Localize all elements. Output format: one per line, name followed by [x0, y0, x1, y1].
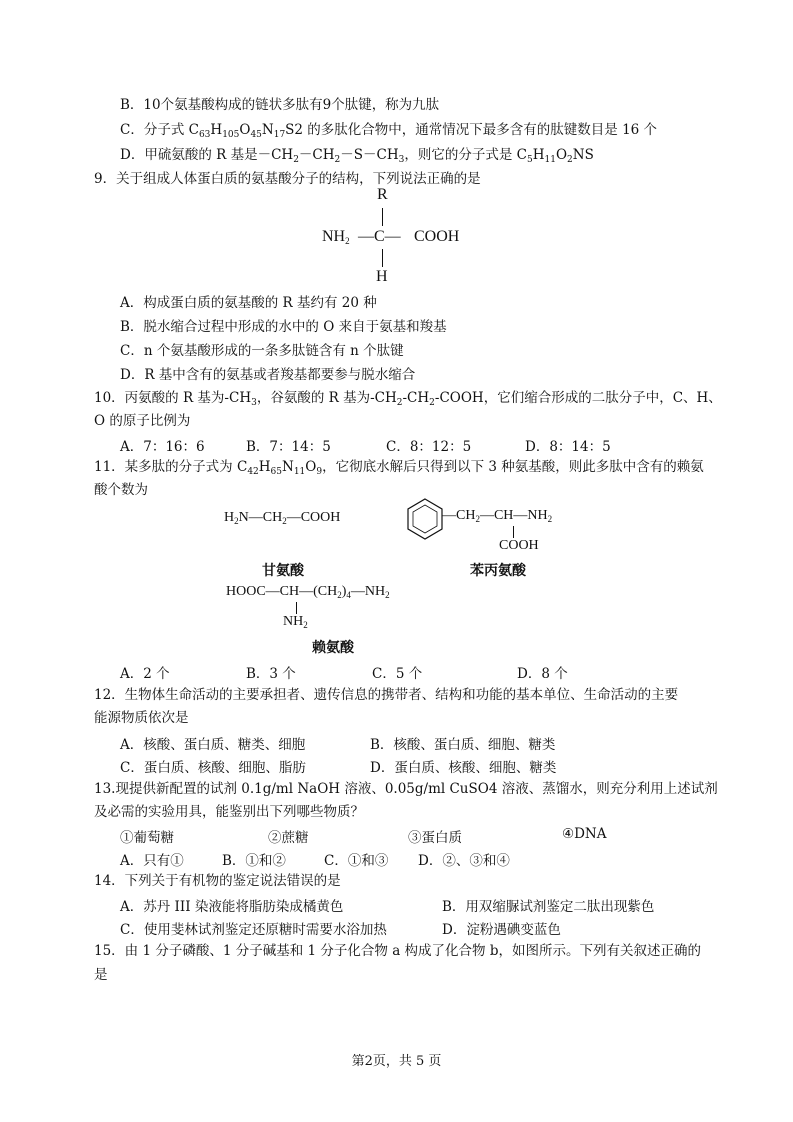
q14-option-a: A．苏丹 III 染液能将脂肪染成橘黄色 [120, 899, 344, 915]
phenylalanine-caption: 苯丙氨酸 [470, 563, 526, 579]
q13-stem-line1: 13.现提供新配置的试剂 0.1g/ml NaOH 溶液、0.05g/ml CuSO4 溶液、蒸馏水，则充分利用上述试剂 [94, 781, 718, 797]
lysine-formula: $HOOC—CH—(CH_2)_4—NH_2$ [226, 584, 390, 600]
amino-acid-structure-figure [318, 186, 478, 288]
q10-stem-line1: 10．丙氨酸的 R 基为$-CH_3$，谷氨酸的 R 基为$-CH_2-CH_2$-COOH，它们缩合形成的二肽分子中，C、H、 [94, 390, 722, 408]
q12-option-b: B．核酸、蛋白质、细胞、糖类 [370, 737, 556, 753]
bond-line [382, 208, 383, 226]
q11-stem-line1: 11．某多肽的分子式为 $C_{42}H_{65}N_{11}O_9$，它彻底水解后只得到以下 3 种氨基酸，则此多肽中含有的赖氨 [94, 459, 704, 477]
page-footer: 第2页，共 5 页 [351, 1054, 442, 1069]
q11-option-d: D．8 个 [517, 666, 568, 682]
q12-option-c: C．蛋白质、核酸、细胞、脂肪 [120, 760, 306, 776]
q11-stem-line2: 酸个数为 [94, 482, 148, 498]
q9-option-b: B．脱水缩合过程中形成的水中的 O 来自于氨基和羧基 [120, 319, 447, 335]
q9-option-d: D．R 基中含有的氨基或者羧基都要参与脱水缩合 [120, 367, 416, 383]
bond-line [382, 249, 383, 267]
q13-option-a: A．只有① [120, 853, 184, 869]
q12-option-a: A．核酸、蛋白质、糖类、细胞 [120, 737, 306, 753]
q9-option-a: A．构成蛋白质的氨基酸的 R 基约有 20 种 [120, 295, 377, 311]
r-group-label: R [377, 186, 388, 203]
q13-item-4: ④DNA [562, 826, 607, 842]
q14-option-c: C．使用斐林试剂鉴定还原糖时需要水浴加热 [120, 922, 387, 938]
q10-option-c: C．8：12：5 [386, 439, 472, 455]
q13-option-c: C．①和③ [324, 853, 389, 869]
q13-option-b: B．①和② [222, 853, 286, 869]
q14-option-b: B．用双缩脲试剂鉴定二肽出现紫色 [442, 899, 655, 915]
lysine-nh2: $NH_2$ [283, 614, 308, 630]
lysine-caption: 赖氨酸 [312, 640, 354, 656]
q15-stem-line2: 是 [94, 967, 108, 983]
benzene-ring-icon [405, 497, 445, 541]
q13-option-d: D．②、③和④ [418, 853, 510, 869]
phenylalanine-chain: $—CH_2—CH—NH_2$ [442, 508, 553, 524]
q12-stem-line2: 能源物质依次是 [94, 710, 189, 726]
q12-stem-line1: 12．生物体生命活动的主要承担者、遗传信息的携带者、结构和功能的基本单位、生命活动的主要 [94, 687, 679, 703]
q14-option-d: D．淀粉遇碘变蓝色 [442, 922, 561, 938]
q11-option-a: A．2 个 [120, 666, 170, 682]
bond-line [513, 526, 514, 538]
q13-item-1: ①葡萄糖 [120, 830, 174, 846]
q8-option-d: D．甲硫氨酸的 R 基是$-CH_2-CH_2-S-CH_3$，则它的分子式是 $C_5H_{11}O_2NS$ [120, 147, 594, 165]
q13-item-2: ②蔗糖 [268, 830, 309, 846]
glycine-formula: $H_2N—CH_2—COOH$ [224, 510, 341, 526]
q8-option-b: B．10个氨基酸构成的链状多肽有9个肽键，称为九肽 [120, 97, 440, 113]
q13-stem-line2: 及必需的实验用具，能鉴别出下列哪些物质？ [94, 804, 364, 820]
glycine-caption: 甘氨酸 [262, 563, 304, 579]
q9-option-c: C．n 个氨基酸形成的一条多肽链含有 n 个肽键 [120, 343, 404, 359]
carboxyl-group: COOH [414, 228, 460, 245]
q10-option-b: B．7：14：5 [246, 439, 331, 455]
q13-item-3: ③蛋白质 [408, 830, 462, 846]
q12-option-d: D．蛋白质、核酸、细胞、糖类 [370, 760, 557, 776]
alpha-carbon: —C— [358, 228, 401, 245]
q9-stem: 9．关于组成人体蛋白质的氨基酸分子的结构，下列说法正确的是 [94, 171, 481, 187]
q15-stem-line1: 15．由 1 分子磷酸、1 分子碱基和 1 分子化合物 a 构成了化合物 b，如图所示。下列有关叙述正确的 [94, 943, 701, 959]
q10-option-d: D．8：14：5 [525, 439, 611, 455]
q11-option-c: C．5 个 [372, 666, 423, 682]
q10-stem-line2: O 的原子比例为 [94, 413, 191, 429]
bond-line [296, 602, 297, 614]
h-atom-label: H [376, 268, 388, 285]
phenylalanine-cooh: COOH [499, 538, 539, 553]
q8-option-c: C．分子式 $C_{63}H_{105}O_{45}N_{17}S2$ 的多肽化合物中，通常情况下最多含有的肽键数目是 16 个 [120, 122, 658, 140]
q14-stem: 14．下列关于有机物的鉴定说法错误的是 [94, 873, 341, 889]
q11-option-b: B．3 个 [246, 666, 296, 682]
amino-group: $NH_2$ [322, 228, 350, 246]
q10-option-a: A．7：16：6 [120, 439, 205, 455]
